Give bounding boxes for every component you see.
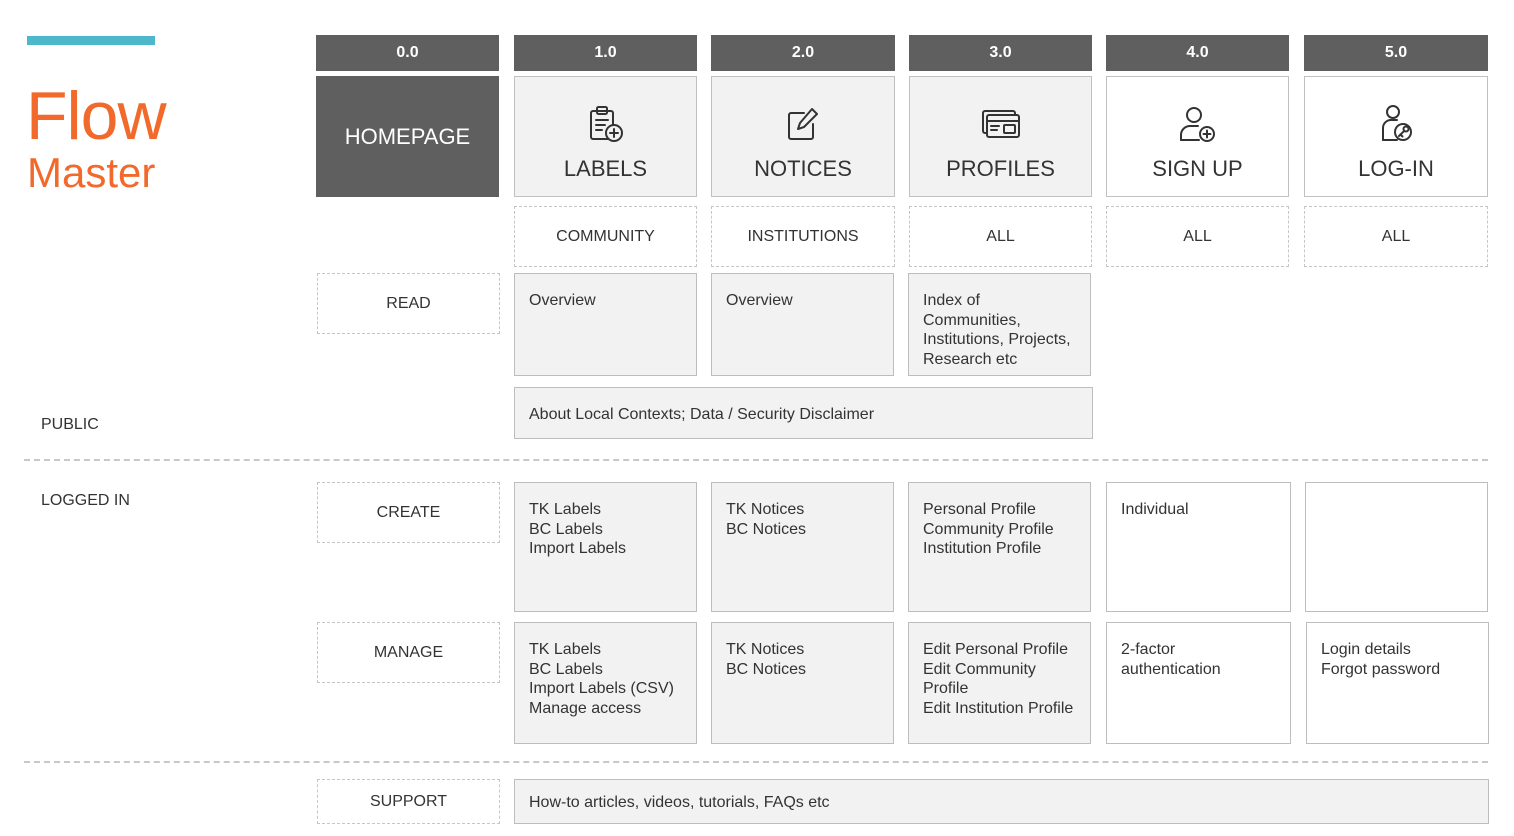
- create-labels-line: TK Labels: [529, 501, 602, 518]
- tile-profiles-label: PROFILES: [946, 156, 1055, 181]
- version-header-3: 3.0: [909, 35, 1092, 71]
- manage-signup-line: 2-factor: [1121, 641, 1176, 658]
- create-labels-cell: [514, 482, 697, 612]
- audience-labels: COMMUNITY: [514, 206, 697, 267]
- tile-homepage[interactable]: [316, 76, 499, 197]
- title-master: Master: [27, 149, 156, 196]
- manage-notices-line: TK Notices: [726, 641, 805, 658]
- support-bar: [514, 779, 1489, 824]
- read-profiles-line: Index of: [923, 292, 980, 309]
- audience-notices: INSTITUTIONS: [711, 206, 895, 267]
- audience-login: ALL: [1304, 206, 1488, 267]
- manage-labels-line: Manage access: [529, 699, 642, 717]
- user-key-icon: [1375, 104, 1417, 146]
- tile-signup[interactable]: [1106, 76, 1289, 197]
- manage-labels-line: BC Labels: [529, 660, 603, 678]
- tile-homepage-label: HOMEPAGE: [344, 123, 471, 149]
- title-flow: Flow: [26, 78, 166, 154]
- version-header-0: 0.0: [316, 35, 499, 71]
- section-public: PUBLIC: [41, 416, 99, 433]
- audience-signup: ALL: [1106, 206, 1289, 267]
- create-notices-line: TK Notices: [726, 501, 805, 518]
- manage-notices-cell: [711, 622, 894, 744]
- tile-signup-label: SIGN UP: [1152, 156, 1243, 181]
- create-profiles-cell: [908, 482, 1091, 612]
- version-header-2: 2.0: [711, 35, 895, 71]
- create-signup-line: Individual: [1121, 501, 1189, 518]
- create-login-cell: [1305, 482, 1488, 612]
- read-notices-line: Overview: [726, 292, 793, 309]
- manage-login-line: Login details: [1321, 641, 1411, 658]
- tile-login-label: LOG-IN: [1358, 156, 1434, 181]
- read-notices-cell: [711, 273, 894, 376]
- version-header-5: 5.0: [1304, 35, 1488, 71]
- tile-labels[interactable]: [514, 76, 697, 197]
- manage-signup-cell: [1106, 622, 1291, 744]
- create-profiles-line: Personal Profile: [923, 501, 1036, 518]
- audience-profiles: ALL: [909, 206, 1092, 267]
- tile-profiles[interactable]: [909, 76, 1092, 197]
- manage-profiles-line: Edit Institution Profile: [923, 699, 1074, 717]
- create-notices-line: BC Notices: [726, 520, 807, 538]
- create-profiles-line: Institution Profile: [923, 540, 1042, 558]
- manage-login-line: Forgot password: [1321, 660, 1441, 678]
- manage-labels-line: TK Labels: [529, 641, 602, 658]
- read-profiles-line: Institutions, Projects,: [923, 331, 1071, 349]
- create-signup-cell: [1106, 482, 1291, 612]
- manage-profiles-line: Edit Personal Profile: [923, 641, 1068, 658]
- manage-profiles-cell: [908, 622, 1091, 744]
- tile-notices[interactable]: [711, 76, 895, 197]
- divider-logged-in: [24, 761, 1488, 763]
- support-text: How-to articles, videos, tutorials, FAQs etc: [529, 794, 830, 811]
- create-profiles-line: Community Profile: [923, 520, 1054, 538]
- about-text: About Local Contexts; Data / Security Disclaimer: [529, 406, 875, 423]
- manage-login-cell: [1306, 622, 1489, 744]
- profile-cards-icon: [980, 104, 1022, 146]
- action-read: READ: [317, 273, 500, 334]
- user-add-icon: [1177, 104, 1219, 146]
- version-header-4: 4.0: [1106, 35, 1289, 71]
- read-labels-line: Overview: [529, 292, 596, 309]
- action-manage: MANAGE: [317, 622, 500, 683]
- create-labels-line: Import Labels: [529, 540, 626, 558]
- clipboard-plus-icon: [585, 104, 627, 146]
- about-bar: [514, 387, 1093, 439]
- action-create: CREATE: [317, 482, 500, 543]
- read-profiles-cell: [908, 273, 1091, 376]
- manage-signup-line: authentication: [1121, 660, 1221, 678]
- accent-bar: [27, 36, 155, 45]
- version-header-1: 1.0: [514, 35, 697, 71]
- read-profiles-line: Research etc: [923, 350, 1018, 368]
- action-support: SUPPORT: [317, 779, 500, 824]
- manage-profiles-line: Edit Community: [923, 660, 1036, 678]
- read-labels-cell: [514, 273, 697, 376]
- divider-public: [24, 459, 1488, 461]
- tile-login[interactable]: [1304, 76, 1488, 197]
- manage-notices-line: BC Notices: [726, 660, 807, 678]
- manage-labels-cell: [514, 622, 697, 744]
- create-notices-cell: [711, 482, 894, 612]
- edit-note-icon: [782, 104, 824, 146]
- manage-labels-line: Import Labels (CSV): [529, 680, 674, 698]
- read-profiles-line: Communities,: [923, 311, 1021, 329]
- tile-notices-label: NOTICES: [754, 156, 852, 181]
- create-labels-line: BC Labels: [529, 520, 603, 538]
- tile-labels-label: LABELS: [563, 156, 648, 181]
- section-logged-in: LOGGED IN: [41, 492, 130, 509]
- manage-profiles-line: Profile: [923, 680, 969, 698]
